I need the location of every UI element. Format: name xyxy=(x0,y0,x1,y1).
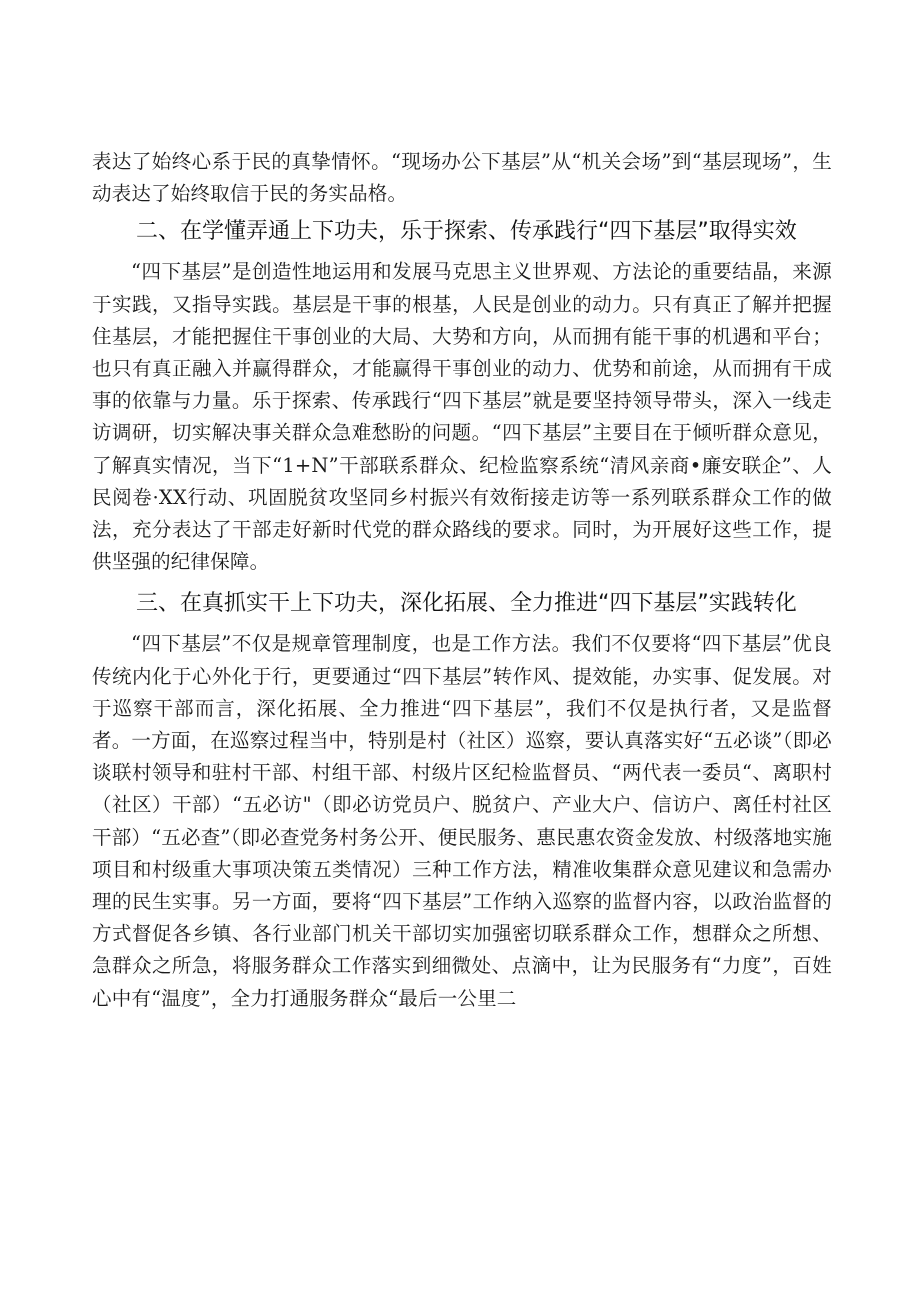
section-heading-2: 二、在学懂弄通上下功夫，乐于探索、传承践行“四下基层”取得实效 xyxy=(136,219,797,245)
section-heading-3: 三、在真抓实干上下功夫，深化拓展、全力推进“四下基层”实践转化 xyxy=(136,591,797,617)
paragraph-intro: 表达了始终心系于民的真挚情怀。“现场办公下基层”从“机关会场”到“基层现场”，生动表达了始终取信于民的务实品格。 xyxy=(92,150,832,206)
section-body-3: “四下基层”不仅是规章管理制度，也是工作方法。我们不仅要将“四下基层”优良传统内化于心外化于行，更要通过“四下基层”转作风、提效能，办实事、促发展。对于巡察干部而言，深化拓展、全力推进“四下基层”，我们不仅是执行者，又是监督者。一方面，在巡察过程当中，特别是村（社区）巡察，要认真落实好“五必谈”（即必谈联村领导和驻村干部、村组干部、村级片区纪检监督员、“两代表一委员“、离职村（社区）干部）“五必访"（即必访党员户、脱贫户、产业大户、信访户、离任村社区干部）“五必查”（即必查党务村务公开、便民服务、惠民惠农资金发放、村级落地实施项目和村级重大事项决策五类情况）三种工作方法，精准收集群众意见建议和急需办理的民生实事。另一方面，要将“四下基层”工作纳入巡察的监督内容，以政治监督的方式督促各乡镇、各行业部门机关干部切实加强密切联系群众工作，想群众之所想、急群众之所急，将服务群众工作落实到细微处、点滴中，让为民服务有“力度”，百姓心中有“温度”，全力打通服务群众“最后一公里二 xyxy=(92,632,832,1010)
document-page xyxy=(92,146,832,1015)
section-body-2: “四下基层”是创造性地运用和发展马克思主义世界观、方法论的重要结晶，来源于实践，又指导实践。基层是干事的根基，人民是创业的动力。只有真正了解并把握住基层，才能把握住干事创业的大局、大势和方向，从而拥有能干事的机遇和平台；也只有真正融入并赢得群众，才能赢得干事创业的动力、优势和前途，从而拥有干成事的依靠与力量。乐于探索、传承践行“四下基层”就是要坚持领导带头，深入一线走访调研，切实解决事关群众急难愁盼的问题。“四下基层”主要目在于倾听群众意见，了解真实情况，当下“1+N”干部联系群众、纪检监察系统“清风亲商•廉安联企”、人民阅卷·XX行动、巩固脱贫攻坚同乡村振兴有效衔接走访等一系列联系群众工作的做法，充分表达了干部走好新时代党的群众路线的要求。同时，为开展好这些工作，提供坚强的纪律保障。 xyxy=(92,260,832,574)
